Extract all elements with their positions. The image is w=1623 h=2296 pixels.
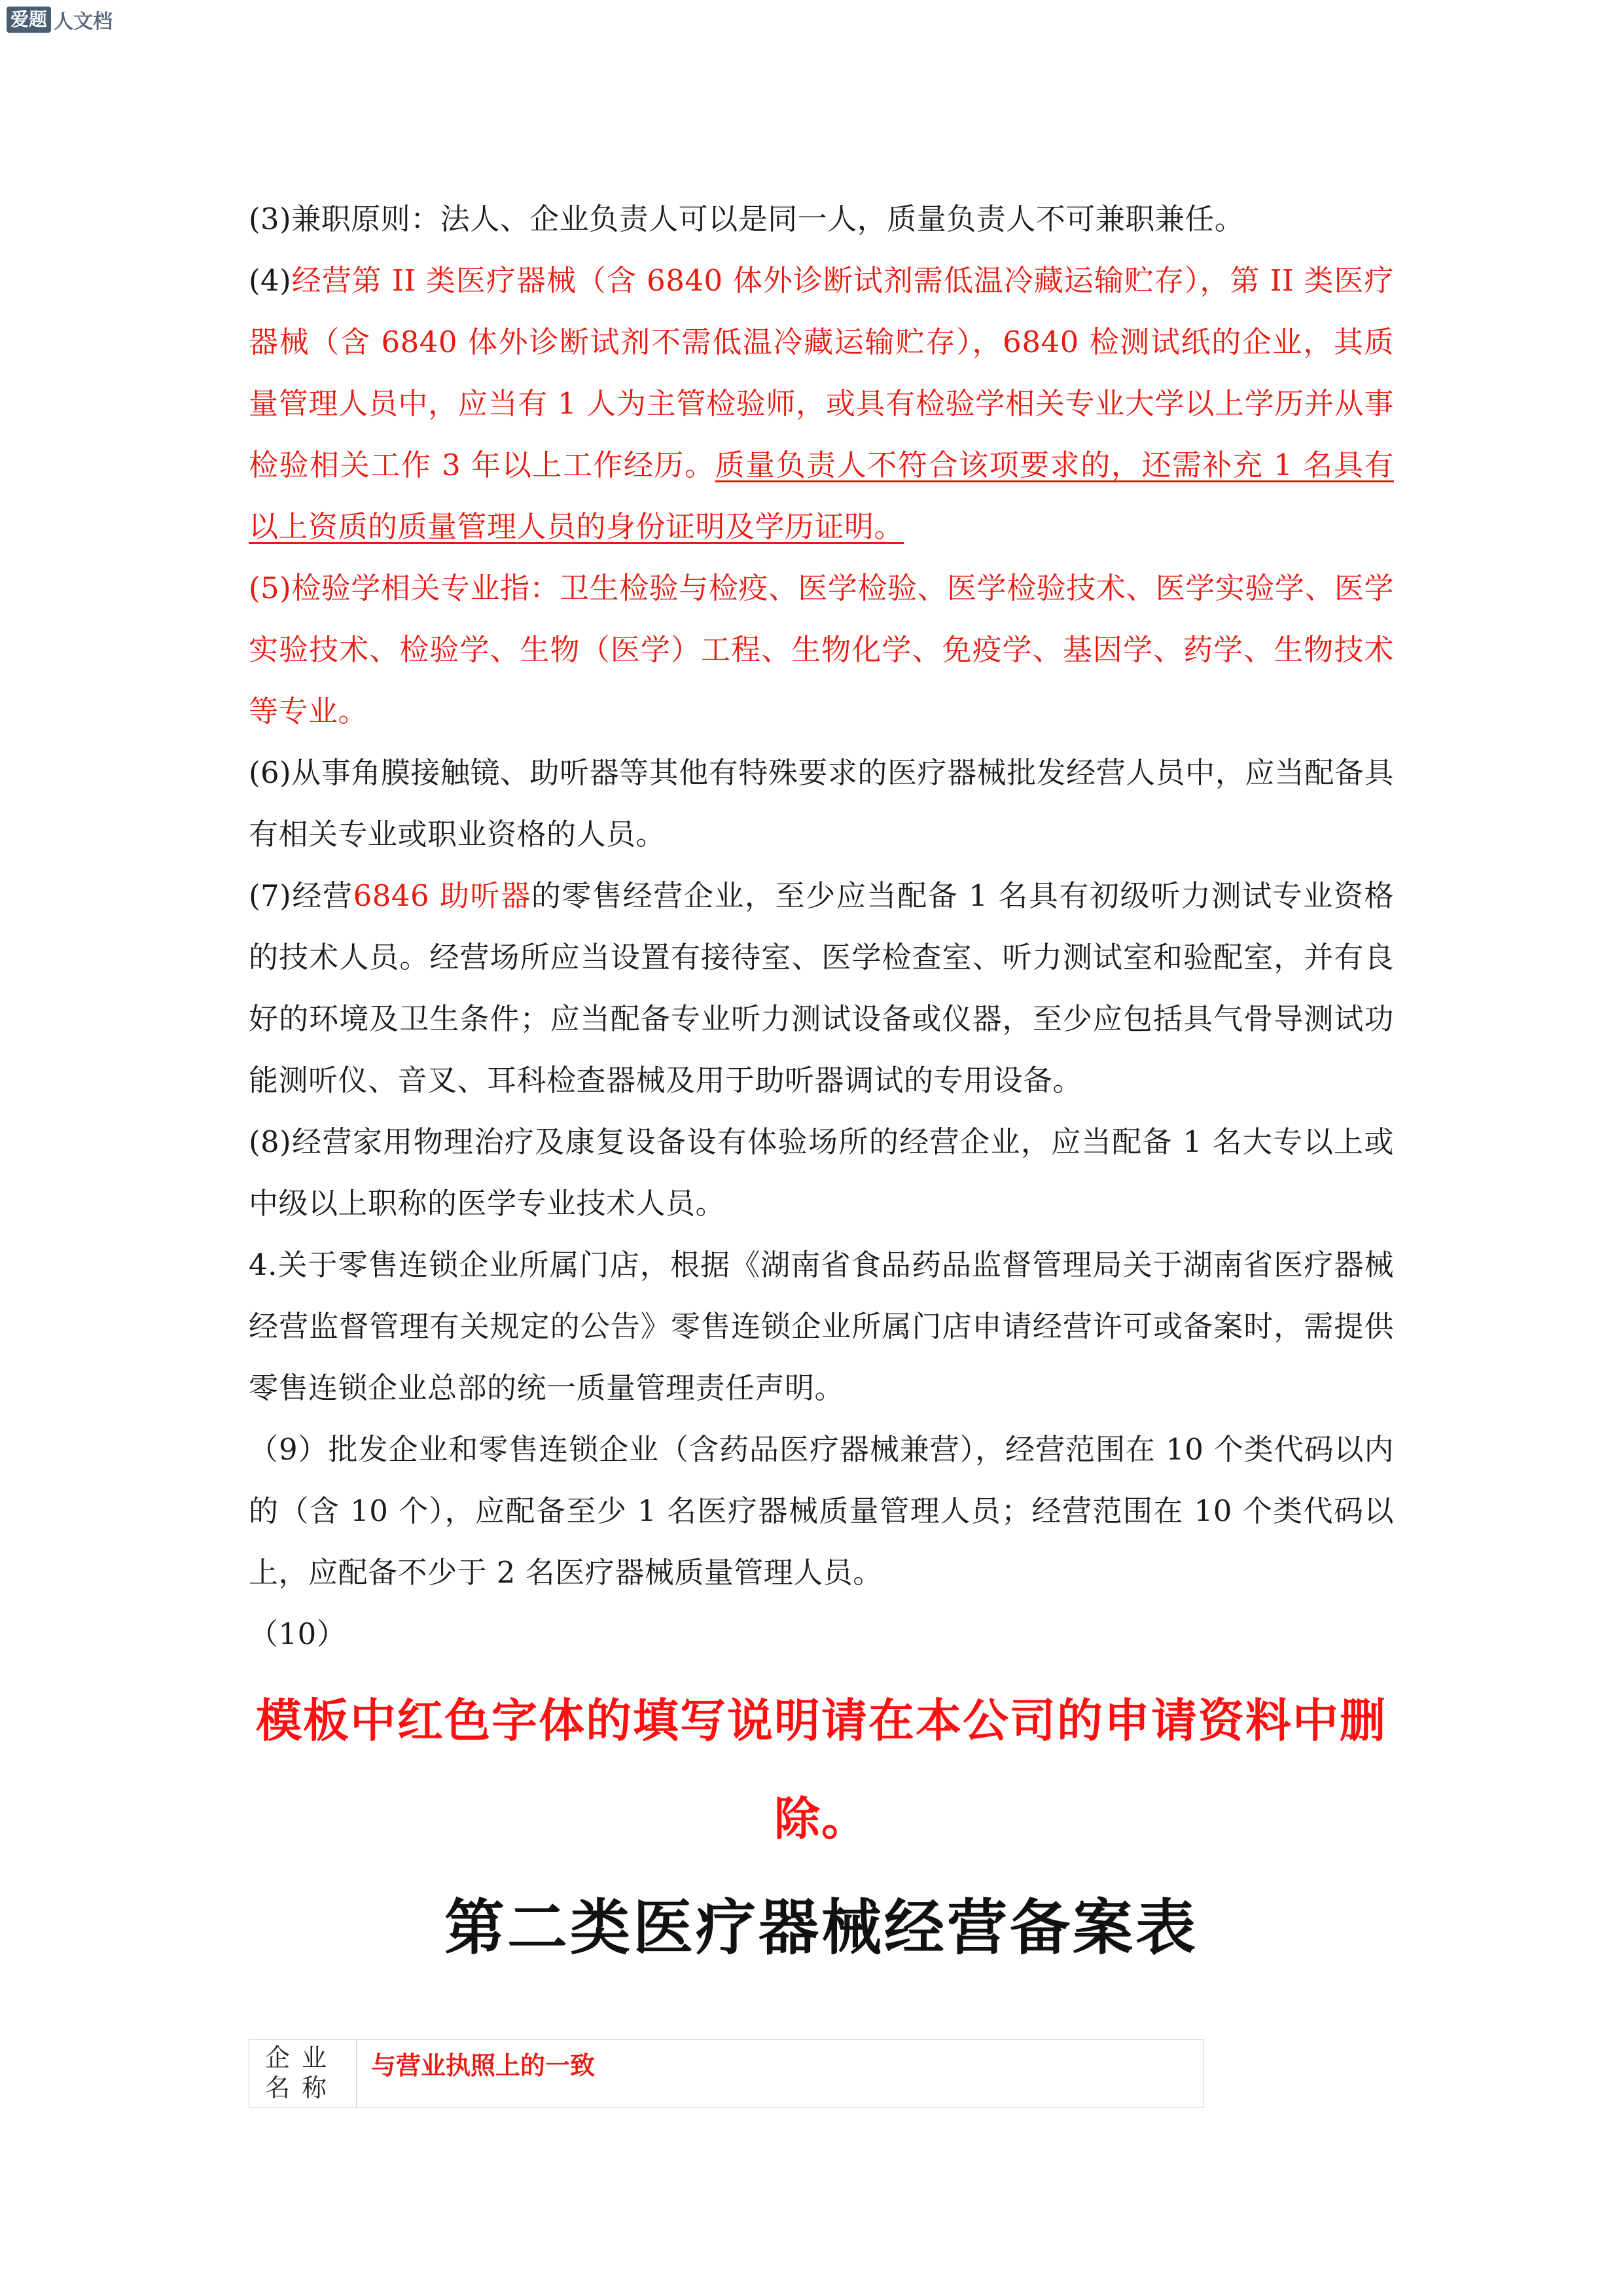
paragraph-5: (5)检验学相关专业指：卫生检验与检疫、医学检验、医学检验技术、医学实验学、医学实验技术、检验学、生物（医学）工程、生物化学、免疫学、基因学、药学、生物技术等专业。 [249, 571, 1394, 728]
paragraph-7-b: 的零售经营企业，至少应当配备 1 名具有初级听力测试专业资格的技术人员。经营场所应当设置有接待室、医学检查室、听力测试室和验配室，并有良好的环境及卫生条件；应当配备专业听力测试设备或仪器，至少应包括具气骨导测试功能测听仪、音叉、耳科检查器械及用于助听器调试的专用设备。 [249, 878, 1394, 1098]
logo [7, 5, 113, 34]
paragraph-4 [249, 250, 1394, 558]
paragraph-9: （9）批发企业和零售连锁企业（含药品医疗器械兼营），经营范围在 10 个类代码以内的（含 10 个），应配备至少 1 名医疗器械质量管理人员；经营范围在 10 个类代码以上，应配备不少于 2 名医疗器械质量管理人员。 [249, 1432, 1394, 1590]
company-name-field[interactable]: 与营业执照上的一致 [371, 2051, 596, 2080]
red-notice: 模板中红色字体的填写说明请在本公司的申请资料中删除。 [256, 1694, 1387, 1846]
form-table [249, 2039, 1204, 2108]
paragraph-8: (8)经营家用物理治疗及康复设备设有体验场所的经营企业，应当配备 1 名大专以上或中级以上职称的医学专业技术人员。 [249, 1124, 1394, 1221]
paragraph-7 [249, 865, 1394, 1111]
paragraph-4-underlined-text: 质量负责人不符合该项要求的，还需补充 1 名具有以上资质的质量管理人员的身份证明及学历证明。 [249, 448, 1394, 544]
logo-text: 人文档 [54, 10, 113, 33]
company-name-label: 企业名称 [249, 2040, 357, 2107]
paragraph-4-prefix: (4) [249, 263, 292, 298]
paragraph-7-red-text: 6846 助听器 [353, 878, 531, 913]
paragraph-6: (6)从事角膜接触镜、助听器等其他有特殊要求的医疗器械批发经营人员中，应当配备具有相关专业或职业资格的人员。 [249, 755, 1394, 852]
logo-mark: 爱题 [7, 7, 51, 33]
paragraph-4b: 4.关于零售连锁企业所属门店，根据《湖南省食品药品监督管理局关于湖南省医疗器械经营监督管理有关规定的公告》零售连锁企业所属门店申请经营许可或备案时，需提供零售连锁企业总部的统一质量管理责任声明。 [249, 1247, 1394, 1405]
document-body [249, 188, 1394, 1966]
paragraph-3: (3)兼职原则：法人、企业负责人可以是同一人，质量负责人不可兼职兼任。 [249, 202, 1245, 236]
paragraph-10: （10） [249, 1617, 347, 1651]
paragraph-4-red-text: 经营第 II 类医疗器械（含 6840 体外诊断试剂需低温冷藏运输贮存），第 II 类医疗器械（含 6840 体外诊断试剂不需低温冷藏运输贮存），6840 检测试纸的企业，其质量管理人员中，应当有 1 人为主管检验师，或具有检验学相关专业大学以上学历并从事检验相关工作 3 年以上工作经历。 [249, 263, 1394, 482]
form-title: 第二类医疗器械经营备案表 [444, 1892, 1198, 1963]
paragraph-7-a: (7)经营 [249, 878, 353, 913]
